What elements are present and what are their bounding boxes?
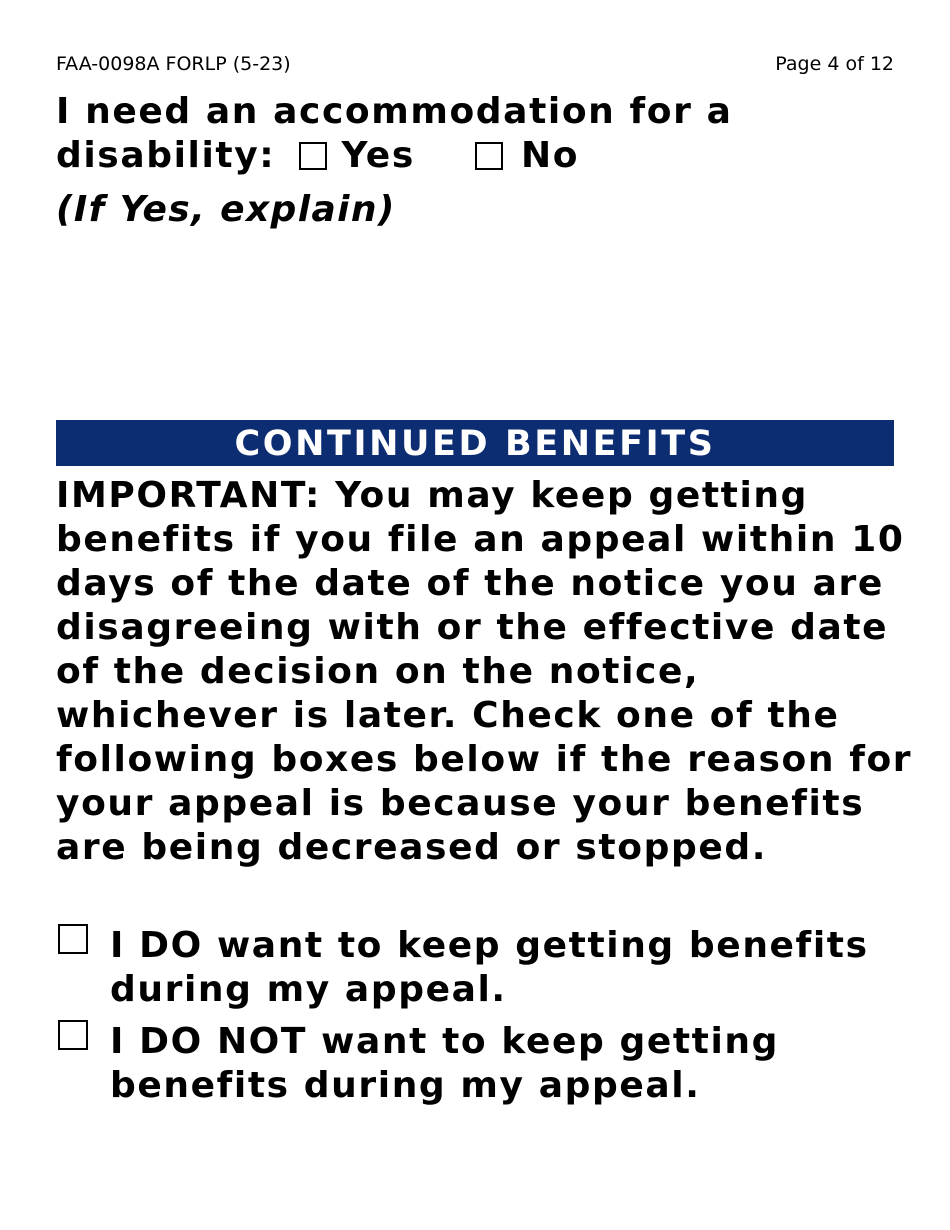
form-id: FAA-0098A FORLP (5-23) — [56, 53, 291, 75]
accommodation-question-text: I need an accommodation for a disability: — [56, 91, 733, 176]
option-keep-benefits — [58, 924, 918, 1012]
explain-note: (If Yes, explain) — [56, 189, 396, 230]
keep-benefits-label: I DO want to keep getting benefits during my appeal. — [110, 925, 869, 1010]
section-banner-continued-benefits: CONTINUED BENEFITS — [56, 420, 894, 466]
keep-benefits-checkbox[interactable] — [58, 924, 88, 954]
stop-benefits-checkbox[interactable] — [58, 1020, 88, 1050]
page-number: Page 4 of 12 — [775, 53, 894, 75]
accommodation-question — [56, 90, 916, 178]
option-stop-benefits — [58, 1020, 918, 1108]
yes-checkbox[interactable] — [299, 142, 327, 170]
no-label: No — [521, 135, 580, 176]
stop-benefits-label: I DO NOT want to keep getting benefits during my appeal. — [110, 1021, 780, 1106]
yes-label: Yes — [341, 135, 415, 176]
no-checkbox[interactable] — [475, 142, 503, 170]
important-notice: IMPORTANT: You may keep getting benefits if you file an appeal within 10 days of the date of the notice you are disagreeing with or the effective date of the decision on the notice, whichever is later. Check one of the following boxes below if the reason for your appeal is because your benefits are being decreased or stopped. — [56, 475, 913, 868]
